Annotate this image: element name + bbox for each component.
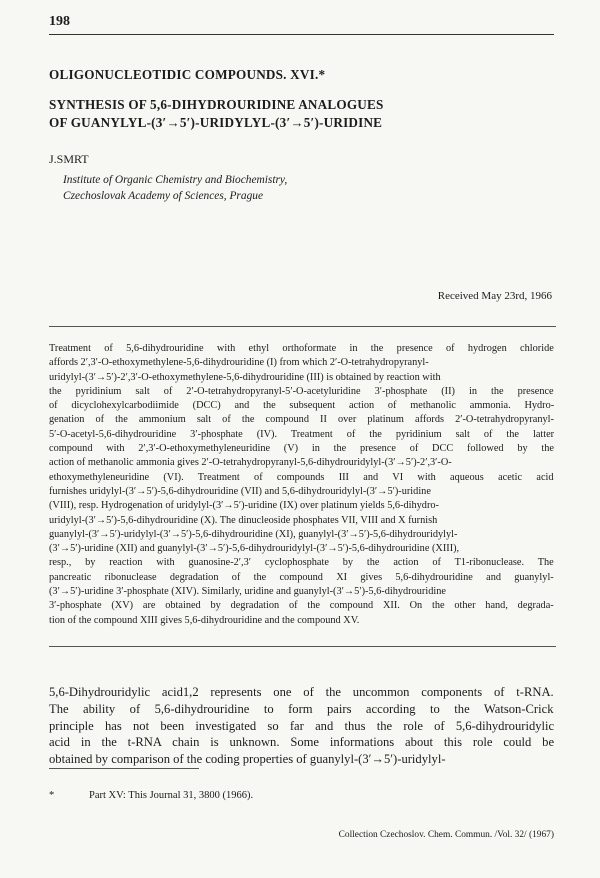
article-title <box>49 66 559 132</box>
abstract-line: 5′-O-acetyl-5,6-dihydrouridine 3′-phosphate (IV). Treatment of the pyridinium salt of the latter <box>49 428 555 440</box>
footnote-text: Part XV: This Journal 31, 3800 (1966). <box>89 790 254 801</box>
abstract-line: resp., by reaction with guanosine-2′,3′ cyclophosphate by the action of T1-ribonuclease. The <box>49 557 554 569</box>
abstract-line: furnishes uridylyl-(3′→5′)-5,6-dihydrouridine (VII) and 5,6-dihydrouridylyl-(3′→5′)-uridine <box>49 485 431 497</box>
abstract-line: compound with 2′,3′-O-ethoxymethyleneuridine (V) in the presence of DCC followed by the <box>49 443 554 455</box>
abstract-line: action of methanolic ammonia gives 2′-O-tetrahydropyranyl-5,6-dihydrouridylyl-(3′→5′)-2′,3′-O- <box>49 457 452 469</box>
abstract-bottom-rule <box>49 646 556 647</box>
abstract-line: (3′→5′)-uridine 3′-phosphate (XIV). Similarly, uridine and guanylyl-(3′→5′)-5,6-dihydrouridine <box>49 586 446 598</box>
body-line: acid in the t-RNA chain is unknown. Some informations about this role could be <box>49 735 555 750</box>
author-name: J.SMRT <box>49 152 89 166</box>
body-text <box>49 684 554 768</box>
footnote-mark: * <box>49 790 55 801</box>
abstract-line: (VIII), resp. Hydrogenation of uridylyl-(3′→5′)-uridine (IX) over platinum yields 5,6-dihydro- <box>49 500 439 512</box>
title-spacer <box>49 84 559 96</box>
abstract-line: of dicyclohexylcarbodiimide (DCC) and the subsequent action of methanolic ammonia. Hydro- <box>49 400 555 412</box>
footnote-rule <box>49 768 199 769</box>
title-line-2: OF GUANYLYL-(3′→5′)-URIDYLYL-(3′→5′)-URIDINE <box>49 115 383 130</box>
body-line: principle has not been investigated so far and thus the role of 5,6-dihydrouridylic <box>49 718 555 733</box>
journal-reference: Collection Czechoslov. Chem. Commun. /Vol. 32/ (1967) <box>338 830 554 840</box>
abstract-line: tion of the compound XIII gives 5,6-dihydrouridine and the compound XV. <box>49 614 360 626</box>
affiliation-line-1: Institute of Organic Chemistry and Biochemistry, <box>63 174 288 186</box>
body-line: The ability of 5,6-dihydrouridine to form pairs according to the Watson-Crick <box>49 701 554 716</box>
title-line-1: SYNTHESIS OF 5,6-DIHYDROURIDINE ANALOGUES <box>49 97 384 112</box>
abstract <box>49 342 554 628</box>
affiliation-line-2: Czechoslovak Academy of Sciences, Prague <box>63 190 264 202</box>
abstract-top-rule <box>49 326 556 327</box>
footnote <box>49 790 253 801</box>
author-affiliation <box>63 172 287 204</box>
abstract-line: Treatment of 5,6-dihydrouridine with ethyl orthoformate in the presence of hydrogen chloride <box>49 343 554 354</box>
body-line: 5,6-Dihydrouridylic acid1,2 represents one of the uncommon components of t-RNA. <box>49 685 554 699</box>
header-rule <box>49 34 554 35</box>
body-line: obtained by comparison of the coding properties of guanylyl-(3′→5′)-uridylyl- <box>49 752 446 767</box>
abstract-line: uridylyl-(3′→5′)-5,6-dihydrouridine (X). The dinucleoside phosphates VII, VIII and X furnish <box>49 514 438 526</box>
received-date: Received May 23rd, 1966 <box>437 290 552 302</box>
abstract-line: guanylyl-(3′→5′)-uridylyl-(3′→5′)-5,6-dihydrouridine (XI), guanylyl-(3′→5′)-5,6-dihydrouridylyl- <box>49 528 458 540</box>
abstract-line: (3′→5′)-uridine (XII) and guanylyl-(3′→5′)-5,6-dihydrouridylyl-(3′→5′)-5,6-dihydrouridine (XIII), <box>49 543 460 555</box>
abstract-line: pancreatic ribonuclease degradation of the compound XI gives 5,6-dihydrouridine and guanylyl- <box>49 571 554 583</box>
abstract-line: 3′-phosphate (XV) are obtained by degradation of the compound XII. On the other hand, degrada- <box>49 600 554 612</box>
abstract-line: affords 2′,3′-O-ethoxymethylene-5,6-dihydrouridine (I) from which 2′-O-tetrahydropyranyl- <box>49 357 429 369</box>
abstract-line: the pyridinium salt of 2′-O-tetrahydropyranyl-5′-O-acetyluridine 3′-phosphate (II) in the presence <box>49 385 554 397</box>
abstract-line: ethoxymethyleneuridine (VI). Treatment of compounds III and VI with aqueous acetic acid <box>49 471 554 483</box>
page-number: 198 <box>49 14 70 29</box>
abstract-line: genation of the ammonium salt of the compound II over platinum affords 2′-O-tetrahydropyranyl- <box>49 414 554 426</box>
abstract-line: uridylyl-(3′→5′)-2′,3′-O-ethoxymethylene-5,6-dihydrouridine (III) is obtained by reaction with <box>49 371 441 383</box>
series-title: OLIGONUCLEOTIDIC COMPOUNDS. XVI.* <box>49 67 326 82</box>
